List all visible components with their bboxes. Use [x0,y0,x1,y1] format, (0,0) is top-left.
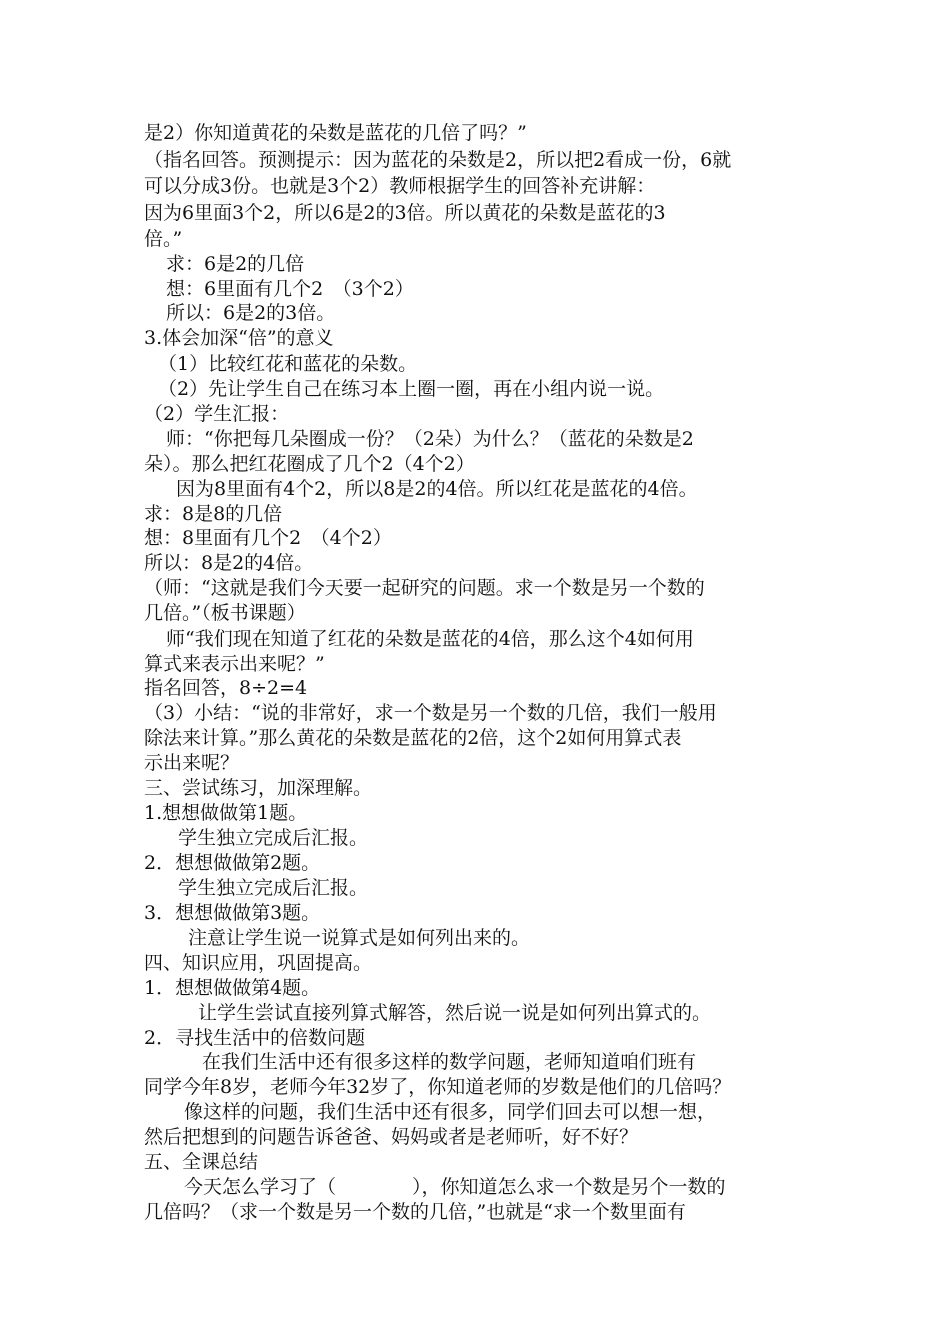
text-line: 求：8是8的几倍 [144,503,283,525]
text-line: 所以：6是2的3倍。 [166,302,336,324]
text-line: 是2）你知道黄花的朵数是蓝花的几倍了吗？” [144,122,527,144]
text-line: （2）学生汇报： [144,403,290,425]
text-line: 同学今年8岁，老师今年32岁了，你知道老师的岁数是他们的几倍吗？ [144,1076,732,1098]
text-line: 想：6里面有几个2 （3个2） [166,278,414,300]
text-line: 学生独立完成后汇报。 [178,827,369,849]
text-line: 几倍。”（板书课题） [144,602,306,624]
text-line: 所以：8是2的4倍。 [144,552,314,574]
text-line: 让学生尝试直接列算式解答，然后说一说是如何列出算式的。 [198,1002,712,1024]
text-line: 在我们生活中还有很多这样的数学问题，老师知道咱们班有 [202,1051,697,1073]
text-line: （3）小结：“说的非常好，求一个数是另一个数的几倍，我们一般用 [144,702,717,724]
text-line: 学生独立完成后汇报。 [178,877,369,899]
text-line: （1）比较红花和蓝花的朵数。 [158,353,418,375]
text-line: 求：6是2的几倍 [166,253,305,275]
text-line: 1．想想做做第4题。 [144,977,321,999]
text-line: 然后把想到的问题告诉爸爸、妈妈或者是老师听，好不好？ [144,1126,639,1148]
text-line: 师：“你把每几朵圈成一份？（2朵）为什么？（蓝花的朵数是2 [166,428,694,450]
text-line: 除法来计算。”那么黄花的朵数是蓝花的2倍，这个2如何用算式表 [144,727,682,749]
text-line: 想：8里面有几个2 （4个2） [144,527,392,549]
text-line: 可以分成3份。也就是3个2）教师根据学生的回答补充讲解： [144,175,656,197]
text-line: 指名回答，8÷2=4 [144,677,308,699]
text-line: 算式来表示出来呢？” [144,653,325,675]
text-line: 像这样的问题，我们生活中还有很多，同学们回去可以想一想， [184,1101,717,1123]
text-line: 朵）。那么把红花圈成了几个2（4个2） [144,453,475,475]
text-line: 1.想想做做第1题。 [144,802,308,824]
text-line: 几倍吗？（求一个数是另一个数的几倍，”也就是“求一个数里面有 [144,1201,686,1223]
text-line: 倍。” [144,228,183,250]
text-line: 今天怎么学习了（ ），你知道怎么求一个数是另个一数的 [184,1176,726,1198]
text-line: 师“我们现在知道了红花的朵数是蓝花的4倍，那么这个4如何用 [166,628,694,650]
text-line: （师：“这就是我们今天要一起研究的问题。求一个数是另一个数的 [144,577,705,599]
text-line: 示出来呢？ [144,752,240,774]
text-line: 3．想想做做第3题。 [144,902,321,924]
text-line: 因为8里面有4个2，所以8是2的4倍。所以红花是蓝花的4倍。 [176,478,698,500]
text-line: 注意让学生说一说算式是如何列出来的。 [188,927,531,949]
text-line: 三、尝试练习，加深理解。 [144,777,373,799]
text-line: 因为6里面3个2，所以6是2的3倍。所以黄花的朵数是蓝花的3 [144,202,666,224]
text-line: （2）先让学生自己在练习本上圈一圈，再在小组内说一说。 [158,378,665,400]
text-line: 五、全课总结 [144,1151,259,1173]
text-line: 2．寻找生活中的倍数问题 [144,1027,366,1049]
text-line: 2．想想做做第2题。 [144,852,321,874]
text-line: （指名回答。预测提示：因为蓝花的朵数是2，所以把2看成一份，6就 [144,149,732,171]
text-line: 四、知识应用，巩固提高。 [144,952,373,974]
text-line: 3.体会加深“倍”的意义 [144,327,334,349]
